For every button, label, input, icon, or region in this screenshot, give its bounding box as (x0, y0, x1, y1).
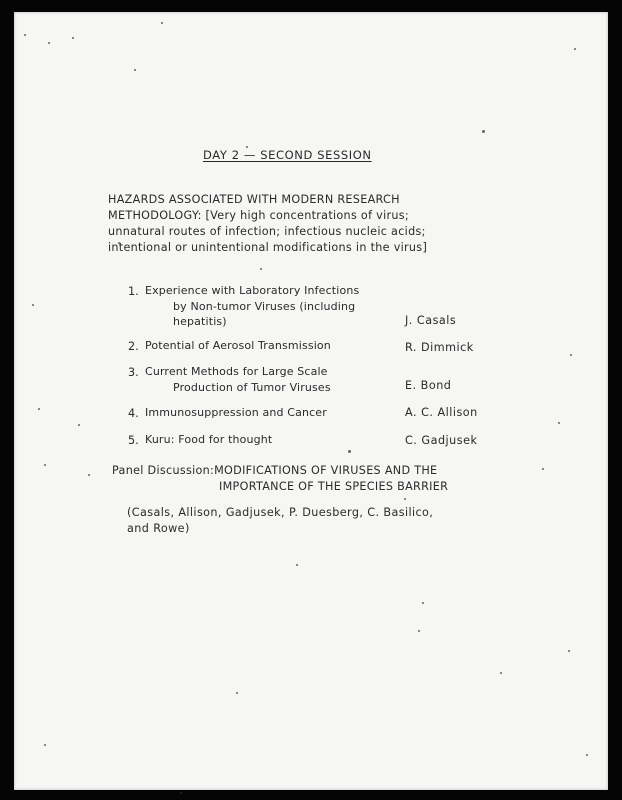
item-number: 4. (128, 407, 139, 420)
scan-speck (134, 69, 136, 71)
scan-speck (161, 22, 163, 24)
item-title (145, 283, 359, 330)
participants-line: and Rowe) (127, 522, 190, 535)
item-title-line: Experience with Laboratory Infections (145, 284, 360, 297)
panel-label: Panel Discussion: (112, 464, 215, 477)
item-speaker: C. Gadjusek (405, 434, 478, 447)
scan-speck (586, 754, 588, 756)
item-speaker: A. C. Allison (405, 406, 478, 419)
item-speaker: E. Bond (405, 379, 452, 392)
item-title-line: Current Methods for Large Scale (145, 365, 328, 378)
scan-speck (570, 354, 572, 356)
scan-speck (72, 37, 74, 39)
item-title-line: Kuru: Food for thought (145, 433, 273, 446)
item-title-line: hepatitis) (173, 315, 227, 328)
intro-line: METHODOLOGY: [Very high concentrations of virus; (108, 209, 409, 222)
panel-topic-line: IMPORTANCE OF THE SPECIES BARRIER (219, 480, 449, 493)
scan-speck (542, 468, 544, 470)
document-page (14, 12, 608, 790)
item-title (145, 432, 272, 448)
item-number: 3. (128, 366, 139, 379)
item-number: 2. (128, 340, 139, 353)
item-number: 5. (128, 434, 139, 447)
scan-speck (88, 474, 90, 476)
page-title: DAY 2 — SECOND SESSION (203, 148, 372, 162)
intro-line: unnatural routes of infection; infectious nucleic acids; (108, 225, 426, 238)
item-title (145, 405, 327, 421)
item-title (145, 338, 331, 354)
panel-participants (127, 505, 433, 537)
scan-speck (38, 408, 40, 410)
item-speaker: R. Dimmick (405, 341, 474, 354)
item-title-line: Immunosuppression and Cancer (145, 406, 327, 419)
item-title-line: Production of Tumor Viruses (173, 380, 331, 394)
item-title-line: Potential of Aerosol Transmission (145, 339, 331, 352)
scan-speck (418, 630, 420, 632)
panel-row (112, 463, 448, 479)
session-intro (108, 192, 427, 256)
scan-speck (422, 602, 424, 604)
intro-line: HAZARDS ASSOCIATED WITH MODERN RESEARCH (108, 193, 400, 206)
scan-speck (296, 564, 298, 566)
scan-speck (558, 422, 560, 424)
scan-speck (404, 498, 406, 500)
scan-speck (500, 672, 502, 674)
scan-speck (568, 650, 570, 652)
scan-speck (78, 424, 80, 426)
participants-line: (Casals, Allison, Gadjusek, P. Duesberg, C. Basilico, (127, 506, 434, 519)
intro-line: intentional or unintentional modifications in the virus] (108, 241, 428, 254)
scan-speck (260, 268, 262, 270)
scan-speck (180, 792, 182, 794)
scan-speck (24, 34, 26, 36)
item-number: 1. (128, 285, 139, 298)
scan-speck (44, 464, 46, 466)
scan-speck (574, 48, 576, 50)
panel-discussion (112, 463, 448, 495)
item-title (145, 364, 331, 395)
scan-speck (236, 692, 238, 694)
item-speaker: J. Casals (405, 314, 457, 327)
item-title-line: by Non-tumor Viruses (including (173, 299, 356, 313)
scan-speck (32, 304, 34, 306)
scan-speck (44, 744, 46, 746)
panel-topic-line: MODIFICATIONS OF VIRUSES AND THE (214, 464, 438, 477)
scan-speck (348, 450, 351, 453)
scan-speck (48, 42, 50, 44)
scan-speck (482, 130, 485, 133)
